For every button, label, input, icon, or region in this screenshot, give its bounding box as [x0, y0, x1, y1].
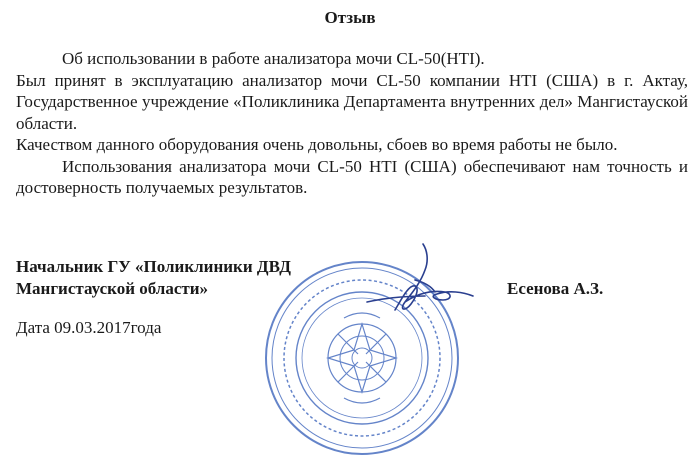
- handwritten-signature: [365, 240, 475, 330]
- document-body: [16, 48, 688, 199]
- signatory-position-line-1: Начальник ГУ «Поликлиники ДВД: [16, 257, 291, 276]
- document-title: Отзыв: [324, 8, 376, 27]
- signatory-name: Есенова А.З.: [507, 279, 604, 298]
- paragraph-subject: Об использовании в работе анализатора мочи CL-50(HTI).: [62, 49, 485, 68]
- paragraph-quality: Качеством данного оборудования очень довольны, сбоев во время работы не было.: [16, 135, 618, 154]
- signatory-position: [16, 256, 291, 300]
- document-date: Дата 09.03.2017года: [16, 318, 162, 337]
- paragraph-installation: Был принят в эксплуатацию анализатор мочи CL-50 компании HTI (США) в г. Актау, Государственное учреждение «Поликлиника Департамента внутренних дел» Мангистауской области.: [16, 70, 688, 133]
- signatory-position-line-2: Мангистауской области»: [16, 279, 209, 298]
- paragraph-accuracy: Использования анализатора мочи CL-50 HTI (США) обеспечивают нам точность и достоверность получаемых результатов.: [16, 156, 688, 197]
